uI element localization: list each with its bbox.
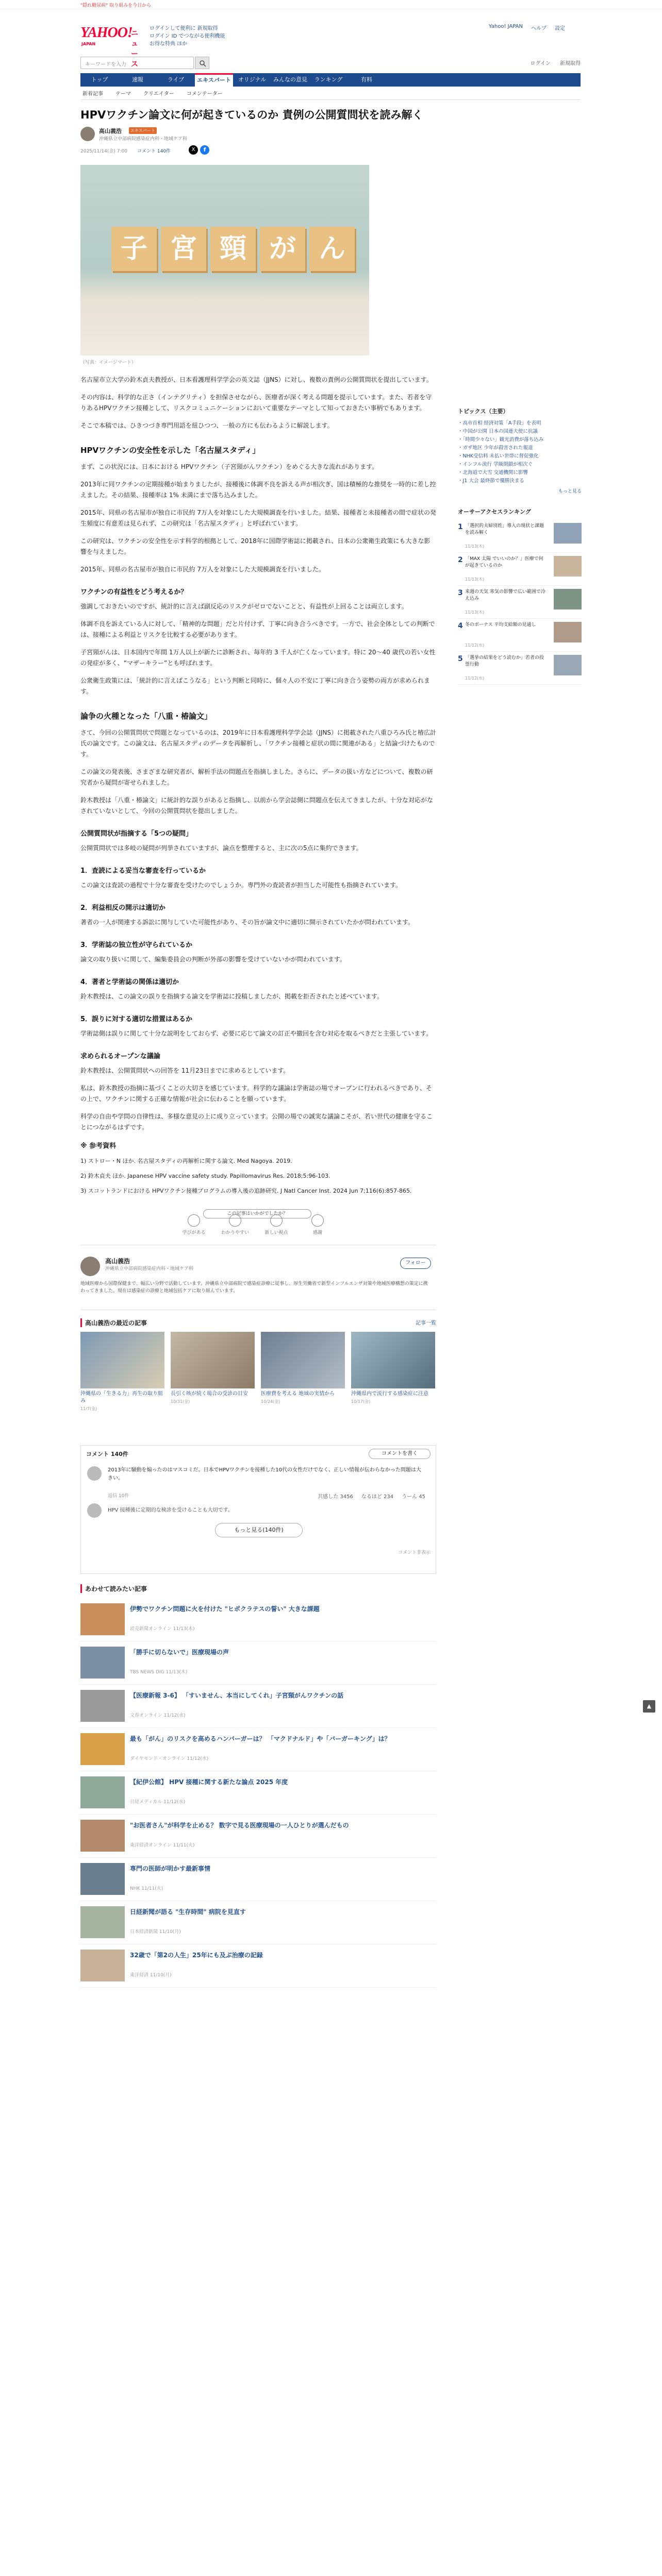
hero-blocks: 子 宮 頸 が ん	[111, 227, 355, 271]
ranking-item[interactable]: 2 「MAX 太陽 でいいのか？」医療で何が起きているのか 11/13(木)	[458, 553, 582, 586]
ranking-item[interactable]: 1 「選択的夫婦別姓」導入の現状と課題を読み解く 11/13(木)	[458, 520, 582, 553]
paragraph: 公開質問状では多岐の疑問が列挙されていますが、論点を整理すると、主に次の5点に集約できます。	[80, 844, 362, 852]
ranking-thumbnail	[554, 655, 582, 675]
recommend-item[interactable]: 32歳で「第2の人生」25年にも及ぶ治療の記録 東洋経済 11/10(月)	[80, 1944, 436, 1988]
section-subheading: 求められるオープンな議論	[80, 1053, 160, 1060]
byline	[80, 127, 444, 143]
main-nav	[80, 73, 581, 87]
write-comment-button[interactable]: コメントを書く	[369, 1449, 431, 1459]
paragraph: 2015年、同県の名古屋市が独自に市民約 7万人を対象にした大規模調査を行いました。結果、接種者と未接種者の間で症状の発生頻度に有意差は見られず、この研究は「名古屋スタディ」と呼ばれています。	[80, 509, 436, 527]
recommend-thumbnail	[80, 1690, 125, 1722]
topic-link[interactable]: ・ J1 大会 最終節で優勝決まる	[458, 477, 582, 485]
topic-link[interactable]: ・ 高市首相 経済対策「A手段」を表明	[458, 419, 582, 428]
recommended-articles	[80, 1584, 436, 1988]
search-input[interactable]: キーワードを入力	[80, 57, 194, 69]
card-thumbnail	[80, 1332, 164, 1388]
paragraph: まず、この状況には、日本における HPVワクチン（子宮頸がんワクチン）をめぐる大きな流れがあります。	[80, 463, 378, 470]
article	[80, 107, 444, 1988]
recommend-item[interactable]: 専門の医師が明かす最新事情 NHK 11/11(火)	[80, 1858, 436, 1901]
more-comments-button[interactable]: もっと見る(140件)	[215, 1523, 303, 1537]
author-avatar[interactable]	[80, 127, 95, 141]
reaction-thanks-button[interactable]: 感謝	[297, 1214, 338, 1235]
paragraph: 2015年、同県の名古屋市が独自に市民約 7万人を対象にした大規模調査を行いました。	[80, 566, 325, 573]
ranking-heading: オーサーアクセスランキング	[458, 509, 531, 515]
paragraph: 名古屋市立大学の鈴木貞夫教授が、日本看護理科学学会の英文誌（JJNS）に対し、複数の責例の公開質問状を提出しています。	[80, 376, 433, 383]
recommend-thumbnail	[80, 1603, 125, 1635]
comments-section	[80, 1445, 436, 1574]
x-share-icon[interactable]: X	[189, 145, 198, 155]
reaction-clear-button[interactable]: わかりやすい	[214, 1214, 256, 1235]
paragraph: 公衆衛生政策には、「統計的に言えばこうなる」という判断と同時に、個々人の不安に丁寧に向き合う姿勢の両方が求められます。	[80, 677, 431, 695]
recommend-item[interactable]: "お医者さん"が科学を止める？ 数字で見る医療現場の一人ひとりが選んだもの 東洋経済オンライン 11/11(火)	[80, 1815, 436, 1858]
paragraph: この論文は査読の過程で十分な審査を受けたのでしょうか。専門外の査読者が担当した可能性も指摘されています。	[80, 882, 402, 889]
eye-icon	[270, 1214, 283, 1227]
top-banner	[0, 0, 662, 9]
reaction-prompt: この記事はいかがでしたか？	[203, 1209, 311, 1218]
paragraph: さて、今回の公開質問状で問題となっているのは、2019年に日本看護理科学学会誌（JJNS）に掲載された八重ひろみ氏と椿広計氏の論文です。この論文は、名古屋スタディのデータを再解析し、「ワクチン接種と症状の間に関連がある」と結論づけたものです。	[80, 729, 436, 758]
author-role: 沖縄県立中部病院感染症内科・地域ケア科	[105, 1266, 194, 1272]
author-latest-articles	[80, 1318, 436, 1440]
paragraph: 学術誌側は誤りに関して十分な説明をしておらず、必要に応じて論文の訂正や撤回を含む対応を取るべきだと主張しています。	[80, 1030, 433, 1037]
recommend-heading: あわせて読みたい記事	[80, 1584, 436, 1593]
recommend-thumbnail	[80, 1776, 125, 1808]
recommend-item[interactable]: 最も「がん」のリスクを高めるハンバーガーは？ 「マクドナルド」や「バーガーキング」は？ ダイヤモンド・オンライン 11/12(水)	[80, 1728, 436, 1771]
article-title: HPVワクチン論文に何が起きているのか 責例の公開質問状を読み解く	[80, 109, 423, 121]
paragraph: 鈴木教授は、この論文の誤りを指摘する論文を学術誌に投稿しましたが、掲載を拒否されたと述べています。	[80, 993, 384, 1000]
nav-breaking[interactable]: 速報	[132, 76, 143, 83]
search-row	[80, 57, 581, 71]
search-button[interactable]	[195, 57, 209, 69]
hide-comments-toggle[interactable]: コメント非表示	[398, 1550, 431, 1555]
heart-icon	[311, 1214, 324, 1227]
banner-text[interactable]: "隠れ糖尿病" 取り組みを今日から	[80, 3, 152, 8]
recommend-item[interactable]: 【紀伊公館】 HPV 接種に関する新たな論点 2025 年度 日経メディカル 11/12(水)	[80, 1771, 436, 1815]
recommend-thumbnail	[80, 1950, 125, 1981]
paragraph: その内容は、科学的な正さ（インテグリティ）を担保させながら、医療者が深く考える問題を提示しています。また、若者を守りあるHPVワクチン接種として、リスクコミュニケーションにおいて重要なテーマとして知っておきたい事柄でもあります。	[80, 394, 432, 412]
login-links: ログイン 新規取得	[530, 61, 581, 66]
hero-image	[80, 165, 369, 355]
ranking-thumbnail	[554, 589, 582, 609]
ranking-item[interactable]: 3 来週の天気 寒気の影響で広い範囲で冷え込み 11/13(木)	[458, 586, 582, 619]
paragraph: そこで本稿では、ひきつづき専門用語を紐ひつつ、一般の方にも伝わるように解説します。	[80, 422, 334, 429]
hero-caption: （写真：イメージマート）	[80, 360, 136, 365]
expert-badge: エキスパート	[129, 127, 157, 134]
commenter-avatar	[87, 1503, 102, 1518]
references-title: ※ 参考資料	[80, 1142, 117, 1150]
latest-card[interactable]: 医療費を考える 地域の実情から 10/24(金)	[261, 1332, 345, 1412]
nav-top[interactable]: トップ	[91, 76, 108, 83]
card-thumbnail	[351, 1332, 435, 1388]
recommend-item[interactable]: 【医療新報 3-6】 「すいません、本当にしてくれ」子宮頸がんワクチンの話 文春オンライン 11/12(水)	[80, 1685, 436, 1728]
article-body	[80, 375, 436, 1133]
mast-right-links: Yahoo! JAPAN ヘルプ 設定	[489, 24, 565, 31]
scroll-to-top-button[interactable]: ▲	[643, 1700, 655, 1713]
topic-link[interactable]: ・ 北海道で大雪 交通機関に影響	[458, 469, 582, 477]
commenter-avatar	[87, 1466, 102, 1481]
recommend-thumbnail	[80, 1733, 125, 1765]
reply-count[interactable]: 返信 10件	[108, 1494, 129, 1499]
comment-text: 2013年に騒動を煽ったのはマスコミだ。日本でHPVワクチンを接種した10代の女性だけでなく、正しい情報が伝わらなかった問題は大きい。	[108, 1467, 421, 1481]
paragraph: 強調しておきたいのですが、統計的に言えば副反応のリスクがゼロでないことと、有益性が上回ることは両立します。	[80, 603, 408, 610]
card-thumbnail	[171, 1332, 255, 1388]
topic-link[interactable]: ・ ガザ地区 少年が殺害された報道	[458, 444, 582, 452]
point-heading: 3．学術誌の独立性が守られているか	[80, 941, 193, 949]
lightbulb-icon	[188, 1214, 200, 1227]
point-heading: 4．著者と学術誌の関係は適切か	[80, 978, 179, 986]
card-thumbnail	[261, 1332, 345, 1388]
author-bio: 地域医療から国際保健まで、幅広い分野で活動しています。沖縄県立中部病院で感染症診療に従事し、厚生労働省で新型インフルエンザ対策や地域医療構想の策定に携わってきました。現在は感染症の診療と地域包括ケアに取り組んでいます。	[80, 1281, 428, 1294]
topic-link[interactable]: ・ NHK受信料 未払い世帯に督促強化	[458, 452, 582, 461]
ranking-thumbnail	[554, 523, 582, 544]
paragraph: この研究は、ワクチンの安全性を示す科学的根拠として、2018年に国際学術誌に掲載され、日本の公衆衛生政策にも大きな影響を与えました。	[80, 537, 431, 555]
topic-link[interactable]: ・ 「時間少々ない」観光消費が落ち込み	[458, 436, 582, 444]
recommend-item[interactable]: 日経新聞が語る "生存時間" 病院を見直す 日本経済新聞 11/10(月)	[80, 1901, 436, 1944]
topic-link[interactable]: ・ インフル流行 学級閉鎖が相次ぐ	[458, 461, 582, 469]
comment-text: HPV 接種後に定期的な検診を受けることも大切です。	[108, 1507, 233, 1513]
reaction-bar	[80, 1209, 436, 1245]
author-avatar[interactable]	[80, 1257, 100, 1276]
paragraph: 2013年に同ワクチンの定期接種が始まりましたが、接種後に体調不良を訴える声が相次ぎ、国は積極的な推奨を一時的に差し控えました。その結果、接種率は 1% 未満にまで落ち込みました。	[80, 481, 436, 499]
latest-card[interactable]: 沖縄県内で流行する感染症に注意 10/17(金)	[351, 1332, 435, 1412]
meta-row	[80, 145, 444, 157]
ranking-thumbnail	[554, 622, 582, 642]
latest-heading: 高山義浩の最近の記事	[80, 1318, 436, 1327]
yahoo-logo[interactable]: YAHOO! ニュース JAPAN	[80, 25, 138, 69]
nav-opinion[interactable]: みんなの意見	[273, 76, 307, 83]
reaction-learn-button[interactable]: 学びがある	[173, 1214, 214, 1235]
sub-nav: 新着記事 テーマ クリエイター コメンテーター	[80, 89, 581, 100]
section-subheading: 公開質問状が指摘する「5つの疑問」	[80, 830, 193, 838]
topics-more-link[interactable]: もっと見る	[558, 489, 582, 494]
nav-expert[interactable]: エキスパート	[195, 73, 233, 87]
nav-live[interactable]: ライブ	[167, 76, 185, 83]
topics-heading: トピックス（主要）	[458, 408, 509, 415]
point-heading: 2．利益相反の開示は適切か	[80, 904, 166, 912]
paragraph: 鈴木教授は「八重・椿論文」に統計的な誤りがあると指摘し、以前から学会誌側に問題点を伝えてきましたが、十分な対応がなされていないとして、今回の公開質問状を提出しました。	[80, 796, 434, 815]
recommend-item[interactable]: 「勝手に切らないで」医療現場の声 TBS NEWS DIG 11/13(木)	[80, 1641, 436, 1685]
paragraph: 科学の自由や学問の自律性は、多様な意見の上に成り立っています。公開の場での誠実な議論こそが、若い世代の健康を守ることにつながるはずです。	[80, 1113, 433, 1131]
sidebar	[458, 407, 582, 685]
reaction-new-view-button[interactable]: 新しい視点	[256, 1214, 297, 1235]
nav-ranking[interactable]: ランキング	[314, 76, 343, 83]
latest-grid	[80, 1332, 435, 1412]
check-icon	[229, 1214, 241, 1227]
paragraph: 体調不良を訴えている人に対して、「精神的な問題」だと片付けず、丁寧に向き合うべきです。一方で、社会全体としての判断では、接種による利益とリスクを比較する必要があります。	[80, 620, 435, 638]
author-name[interactable]: 高山義浩	[105, 1258, 130, 1265]
paragraph: 鈴木教授は、公開質問状への回答を 11月23日までに求めるとしています。	[80, 1067, 290, 1074]
paragraph: 子宮頸がんは、日本国内で年間 1万人以上が新たに診断され、毎年約 3 千人が亡くなっています。特に 20〜40 歳代の若い女性の発症が多く、“マザーキラー”とも呼ばれます。	[80, 649, 436, 667]
publish-date: 2025/11/14(金) 7:00	[80, 149, 127, 154]
ranking-thumbnail	[554, 556, 582, 577]
comments-title: コメント 140件	[86, 1451, 128, 1458]
recommend-thumbnail	[80, 1820, 125, 1852]
author-role: 沖縄県立中部病院感染症内科・地域ケア科	[99, 137, 188, 142]
article-list-link[interactable]: 記事一覧	[416, 1320, 436, 1326]
section-heading: HPVワクチンの安全性を示した「名古屋スタディ」	[80, 446, 260, 455]
facebook-share-icon[interactable]: f	[200, 145, 209, 155]
latest-card[interactable]: 沖縄県の「生きる力」再生の取り組み 11/7(金)	[80, 1332, 164, 1412]
references	[80, 1140, 436, 1196]
paragraph: 私は、鈴木教授の指摘に基づくことの大切さを感じています。科学的な議論は学術誌の場でオープンに行われるべきであり、その上で、ワクチンに関する正確な情報が社会に伝わることを願っています。	[80, 1084, 432, 1103]
recommend-thumbnail	[80, 1906, 125, 1938]
reference-item[interactable]: 1) ストロー・N ほか. 名古屋スタディの再解析に関する論文. Med Nagoya. 2019.	[80, 1158, 292, 1164]
paragraph: 著者の一人が関連する訴訟に関与していた可能性があり、その旨が論文中に適切に開示されていたかが問われています。	[80, 919, 415, 926]
latest-card[interactable]: 長引く咳が続く場合の受診の目安 10/31(金)	[171, 1332, 255, 1412]
mast-links: ログインして便利に 新規取得 ログイン ID でつながる便利機能 お得な特典 ほか	[150, 26, 225, 47]
author-name[interactable]: 高山義浩	[99, 128, 122, 134]
recommend-thumbnail	[80, 1647, 125, 1679]
section-heading: 論争の火種となった「八重・椿論文」	[80, 711, 212, 721]
reference-item[interactable]: 3) スコットランドにおける HPVワクチン接種プログラムの導入後の追跡研究. J Natl Cancer Inst. 2024 Jun 7;116(6):857-865.	[80, 1188, 412, 1194]
point-heading: 5．誤りに対する適切な措置はあるか	[80, 1015, 193, 1023]
paragraph: この論文の発表後、さまざまな研究者が、解析手法の問題点を指摘しました。さらに、データの扱い方などについて、複数の研究者から疑問が寄せられました。	[80, 768, 433, 786]
paragraph: 論文の取り扱いに関して、編集委員会の判断が外部の影響を受けていないかが問われています。	[80, 956, 346, 963]
recommend-thumbnail	[80, 1863, 125, 1895]
comment-votes: 共感した 3456 なるほど 234 うーん 45	[318, 1494, 425, 1500]
reference-item[interactable]: 2) 鈴木貞夫 ほか. Japanese HPV vaccine safety study. Papillomavirus Res. 2018;5:96-103.	[80, 1173, 330, 1179]
comment-count-link[interactable]: コメント 140件	[137, 149, 171, 154]
nav-paid[interactable]: 有料	[361, 76, 372, 83]
author-card	[80, 1253, 436, 1310]
recommend-item[interactable]: 伊勢でワクチン問題に火を付けた "ヒポクラテスの誓い" 大きな課題 読売新聞オンライン 11/13(木)	[80, 1598, 436, 1641]
nav-original[interactable]: オリジナル	[238, 76, 267, 83]
point-heading: 1．査読による妥当な審査を行っているか	[80, 867, 206, 875]
search-icon	[199, 60, 206, 67]
topic-link[interactable]: ・ 中国が公開 日本の国連大使に抗議	[458, 428, 582, 436]
ranking-item[interactable]: 5 「選挙の結果をどう読むか」若者の投票行動 11/12(水)	[458, 652, 582, 685]
section-subheading: ワクチンの有益性をどう考えるか？	[80, 588, 188, 596]
ranking-item[interactable]: 4 冬のボーナス 平均支給額の見通し 11/12(水)	[458, 619, 582, 652]
follow-button[interactable]: フォロー	[400, 1258, 431, 1269]
